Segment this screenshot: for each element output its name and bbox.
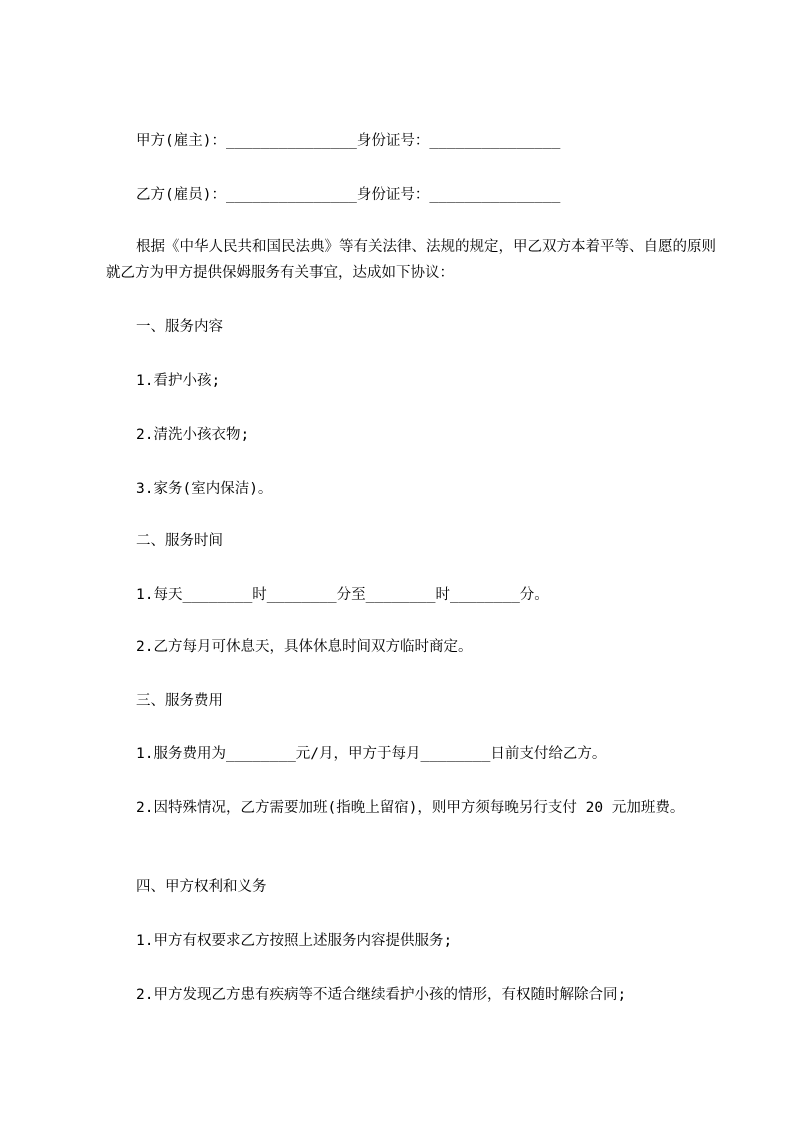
section-2-title: 二、服务时间 [136, 533, 223, 549]
section-1-item-2: 2.清洗小孩衣物; [136, 427, 250, 443]
section-1-item-1: 1.看护小孩; [136, 373, 221, 389]
section-3-item-1: 1.服务费用为________元/月，甲方于每月________日前支付给乙方。 [136, 746, 607, 762]
section-2-item-1: 1.每天________时________分至________时________分。 [136, 587, 549, 603]
section-4-item-2: 2.甲方发现乙方患有疾病等不适合继续看护小孩的情形，有权随时解除合同; [136, 987, 627, 1003]
section-1-title: 一、服务内容 [136, 319, 223, 335]
section-1-item-3: 3.家务(室内保洁)。 [136, 481, 273, 497]
preamble-paragraph: 根据《中华人民共和国民法典》等有关法律、法规的规定，甲乙双方本着平等、自愿的原则就乙方为甲方提供保姆服务有关事宜，达成如下协议： [106, 239, 716, 281]
section-2-item-2: 2.乙方每月可休息天，具体休息时间双方临时商定。 [136, 639, 473, 655]
section-3-title: 三、服务费用 [136, 693, 223, 709]
party-a-line: 甲方(雇主)：_______________身份证号：_______________ [136, 133, 561, 149]
party-b-line: 乙方(雇员)：_______________身份证号：_______________ [136, 187, 561, 203]
section-3-item-2: 2.因特殊情况，乙方需要加班(指晚上留宿)，则甲方须每晚另行支付 20 元加班费。 [136, 800, 685, 816]
section-4-title: 四、甲方权利和义务 [136, 879, 267, 895]
section-4-item-1: 1.甲方有权要求乙方按照上述服务内容提供服务; [136, 933, 453, 949]
